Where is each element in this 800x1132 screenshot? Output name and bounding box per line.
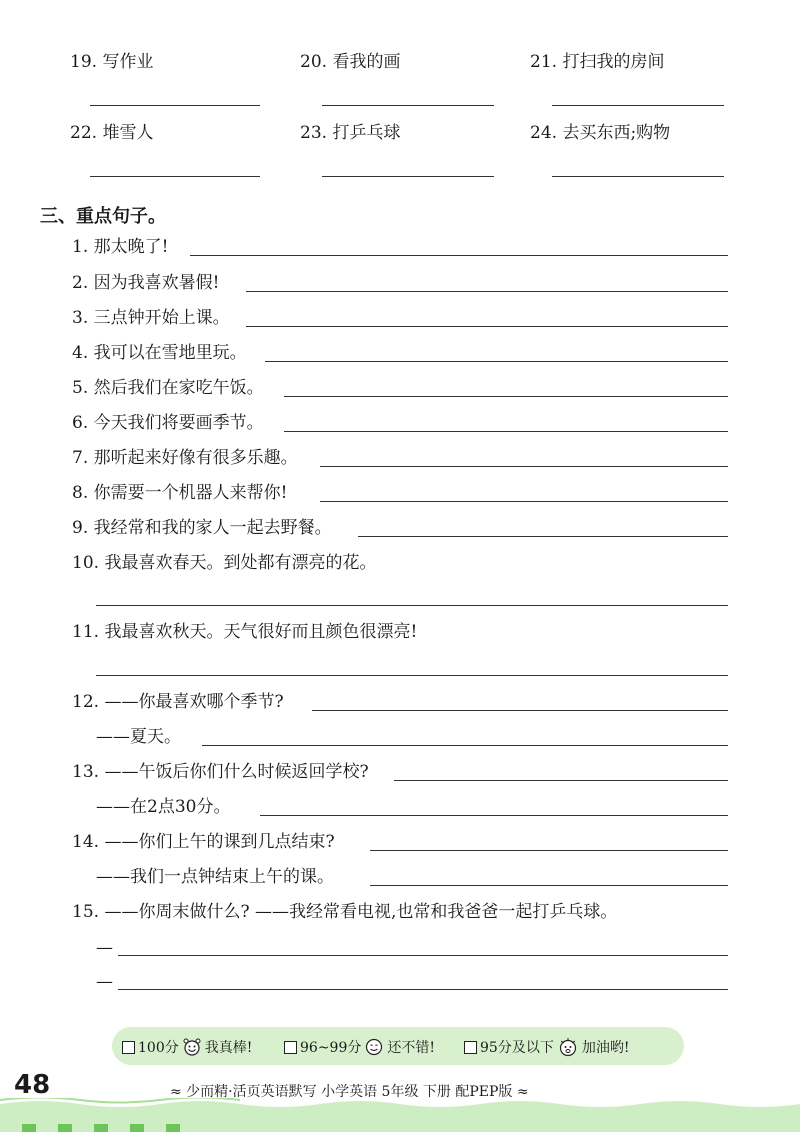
dialogue-14-answer: ——我们一点钟结束上午的课。 [96, 867, 334, 887]
answer-line-s3[interactable] [246, 326, 728, 327]
dialogue-12-answer: ——夏天。 [96, 727, 181, 747]
star-smile-icon [182, 1038, 202, 1056]
answer-line-24[interactable] [552, 176, 724, 177]
sentence-4: 4. 我可以在雪地里玩。 [72, 343, 247, 363]
sentence-1: 1. 那太晚了! [72, 237, 169, 257]
dialogue-14-question: 14. ——你们上午的课到几点结束? [72, 832, 335, 852]
checkbox-100[interactable] [122, 1041, 135, 1054]
answer-line-d13q[interactable] [394, 780, 728, 781]
sentence-10: 10. 我最喜欢春天。到处都有漂亮的花。 [72, 553, 377, 573]
answer-line-s5[interactable] [284, 396, 728, 397]
score-option-100[interactable] [122, 1037, 252, 1057]
page-number: 48 [14, 1070, 51, 1100]
answer-line-21[interactable] [552, 105, 724, 106]
score-text-95: 加油哟! [581, 1040, 630, 1056]
answer-line-d12a[interactable] [202, 745, 728, 746]
answer-line-s10[interactable] [96, 605, 728, 606]
answer-line-d13a[interactable] [260, 815, 728, 816]
score-label-95: 95分及以下 [480, 1040, 554, 1056]
sentence-6: 6. 今天我们将要画季节。 [72, 413, 264, 433]
smile-icon [364, 1038, 384, 1056]
sentence-11: 11. 我最喜欢秋天。天气很好而且颜色很漂亮! [72, 622, 418, 642]
word-21: 21. 打扫我的房间 [530, 52, 665, 72]
answer-line-s1[interactable] [190, 255, 728, 256]
answer-line-s7[interactable] [320, 466, 728, 467]
word-23: 23. 打乒乓球 [300, 123, 401, 143]
answer-line-d15-1[interactable] [118, 955, 728, 956]
sentence-5: 5. 然后我们在家吃午饭。 [72, 378, 264, 398]
dialogue-13-question: 13. ——午饭后你们什么时候返回学校? [72, 762, 369, 782]
sentence-3: 3. 三点钟开始上课。 [72, 308, 230, 328]
word-22: 22. 堆雪人 [70, 123, 154, 143]
checkbox-96[interactable] [284, 1041, 297, 1054]
cheer-face-icon [557, 1037, 579, 1057]
answer-line-d14a[interactable] [370, 885, 728, 886]
answer-line-s11[interactable] [96, 675, 728, 676]
sentence-2: 2. 因为我喜欢暑假! [72, 273, 220, 293]
answer-line-23[interactable] [322, 176, 494, 177]
dialogue-15: 15. ——你周末做什么? ——我经常看电视,也常和我爸爸一起打乒乓球。 [72, 902, 618, 922]
answer-line-d14q[interactable] [370, 850, 728, 851]
answer-line-19[interactable] [90, 105, 260, 106]
score-label-96: 96~99分 [300, 1040, 362, 1056]
section-title: 三、重点句子。 [40, 206, 166, 227]
footer-book-info: ≈ 少而精·活页英语默写 小学英语 5年级 下册 配PEP版 ≈ [170, 1084, 529, 1100]
word-19: 19. 写作业 [70, 52, 154, 72]
answer-line-d12q[interactable] [312, 710, 728, 711]
score-label-100: 100分 [138, 1040, 179, 1056]
word-20: 20. 看我的画 [300, 52, 401, 72]
sentence-9: 9. 我经常和我的家人一起去野餐。 [72, 518, 332, 538]
answer-line-20[interactable] [322, 105, 494, 106]
dialogue-15-dash-1: — [96, 938, 113, 958]
answer-line-22[interactable] [90, 176, 260, 177]
dialogue-15-dash-2: — [96, 972, 113, 992]
decorative-wave-band [0, 1098, 800, 1132]
answer-line-d15-2[interactable] [118, 989, 728, 990]
answer-line-s4[interactable] [265, 361, 728, 362]
answer-line-s9[interactable] [358, 536, 728, 537]
score-option-95[interactable] [464, 1037, 629, 1057]
answer-line-s6[interactable] [284, 431, 728, 432]
answer-line-s2[interactable] [246, 291, 728, 292]
sentence-7: 7. 那听起来好像有很多乐趣。 [72, 448, 298, 468]
dialogue-12-question: 12. ——你最喜欢哪个季节? [72, 692, 284, 712]
score-text-100: 我真棒! [204, 1040, 253, 1056]
answer-line-s8[interactable] [320, 501, 728, 502]
word-24: 24. 去买东西;购物 [530, 123, 671, 143]
dialogue-13-answer: ——在2点30分。 [96, 797, 231, 817]
score-option-96[interactable] [284, 1037, 435, 1057]
score-text-96: 还不错! [387, 1040, 435, 1056]
self-assessment-bar [112, 1027, 684, 1065]
checkbox-95[interactable] [464, 1041, 477, 1054]
sentence-8: 8. 你需要一个机器人来帮你! [72, 483, 288, 503]
